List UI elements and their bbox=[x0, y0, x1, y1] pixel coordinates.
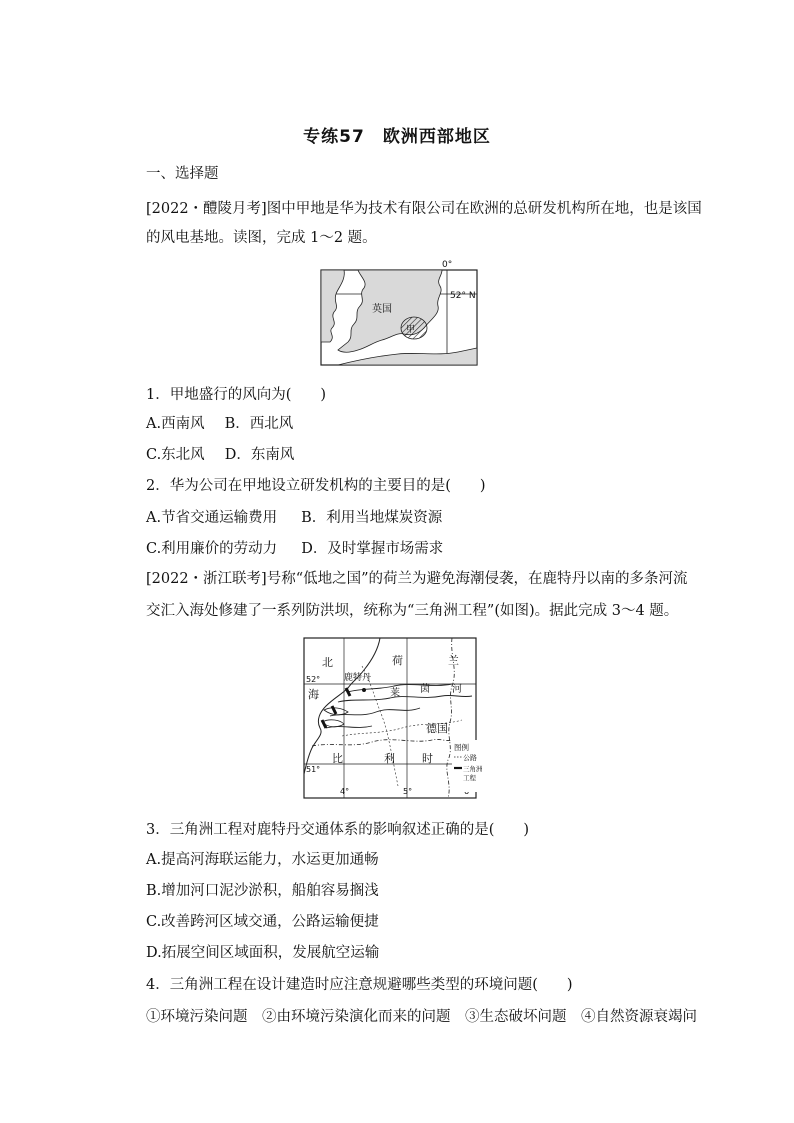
q3-opt-c: C.改善跨河区域交通，公路运输便捷 bbox=[146, 914, 379, 930]
map2-he: 荷 bbox=[392, 654, 403, 667]
q3-opt-a: A.提高河海联运能力，水运更加通畅 bbox=[146, 852, 379, 868]
intro1-line2: 的风电基地。读图，完成 1～2 题。 bbox=[146, 230, 377, 246]
map2-li: 利 bbox=[384, 752, 395, 765]
q2-opt-d: D．及时掌握市场需求 bbox=[301, 541, 444, 557]
legend-delta-line1: 三角洲 bbox=[463, 765, 483, 773]
q2-opt-a: A.节省交通运输费用 bbox=[146, 510, 278, 526]
intro2-line2: 交汇入海处修建了一系列防洪坝，统称为“三角洲工程”(如图)。据此完成 3～4 题。 bbox=[146, 603, 679, 619]
q1-opt-c: C.东北风 bbox=[146, 447, 205, 463]
legend-delta-line2: 工程 bbox=[463, 774, 476, 782]
title-number: 专练57 bbox=[303, 127, 365, 147]
map2-lon5: 5° bbox=[403, 787, 413, 796]
q1-opt-d: D．东南风 bbox=[224, 447, 295, 463]
map2-shi: 时 bbox=[422, 752, 433, 765]
map1-mark: 甲 bbox=[406, 325, 416, 335]
q1-stem: 1．甲地盛行的风向为( ) bbox=[146, 387, 327, 403]
map2-river: 河 bbox=[452, 684, 462, 695]
q3-opt-d: D.拓展空间区域面积，发展航空运输 bbox=[146, 945, 380, 961]
map1-country: 英国 bbox=[372, 304, 392, 315]
q2-options-cd bbox=[146, 539, 443, 559]
map2-bi: 比 bbox=[332, 752, 343, 765]
q1-options-ab bbox=[146, 414, 293, 434]
map2-lat51: 51° bbox=[306, 765, 321, 774]
map2-yin: 茵 bbox=[420, 684, 430, 695]
q1-opt-a: A.西南风 bbox=[146, 416, 205, 432]
map1-lat: 52° N bbox=[450, 291, 476, 301]
legend-road: 公路 bbox=[463, 754, 477, 762]
q3-stem: 3．三角洲工程对鹿特丹交通体系的影响叙述正确的是( ) bbox=[146, 822, 530, 838]
q1-options-cd bbox=[146, 445, 294, 465]
page-title bbox=[0, 122, 794, 147]
map2-lai: 莱 bbox=[390, 688, 400, 699]
q2-opt-b: B．利用当地煤炭资源 bbox=[301, 510, 443, 526]
q3-opt-b: B.增加河口泥沙淤积，船舶容易搁浅 bbox=[146, 883, 379, 899]
q4-options: ①环境污染问题 ②由环境污染演化而来的问题 ③生态破坏问题 ④自然资源衰竭问 bbox=[146, 1009, 697, 1025]
q4-stem: 4．三角洲工程在设计建造时应注意规避哪些类型的环境问题( ) bbox=[146, 977, 573, 993]
delta-works-map bbox=[302, 636, 483, 802]
map2-lat52: 52° bbox=[306, 675, 321, 684]
map2-legend bbox=[452, 740, 483, 792]
intro1-line1: [2022・醴陵月考]图中甲地是华为技术有限公司在欧洲的总研发机构所在地，也是该国 bbox=[146, 201, 702, 217]
map2-sea: 海 bbox=[308, 688, 319, 701]
title-name: 欧洲西部地区 bbox=[382, 127, 491, 147]
map2-lon4: 4° bbox=[340, 787, 350, 796]
section-heading: 一、选择题 bbox=[146, 166, 219, 182]
map2-lan: 兰 bbox=[448, 654, 459, 667]
q2-opt-c: C.利用廉价的劳动力 bbox=[146, 541, 278, 557]
q2-options-ab bbox=[146, 508, 442, 528]
map2-deguo: 德国 bbox=[426, 722, 448, 735]
map2-rotterdam: 鹿特丹 bbox=[344, 673, 372, 683]
legend-title: 图例 bbox=[454, 743, 469, 752]
intro2-line1: [2022・浙江联考]号称“低地之国”的荷兰为避免海潮侵袭，在鹿特丹以南的多条河流 bbox=[146, 571, 688, 587]
map2-north: 北 bbox=[322, 656, 333, 669]
uk-map bbox=[318, 258, 480, 370]
map1-lon: 0° bbox=[442, 260, 453, 270]
q2-stem: 2．华为公司在甲地设立研发机构的主要目的是( ) bbox=[146, 478, 486, 494]
q1-opt-b: B．西北风 bbox=[224, 416, 294, 432]
